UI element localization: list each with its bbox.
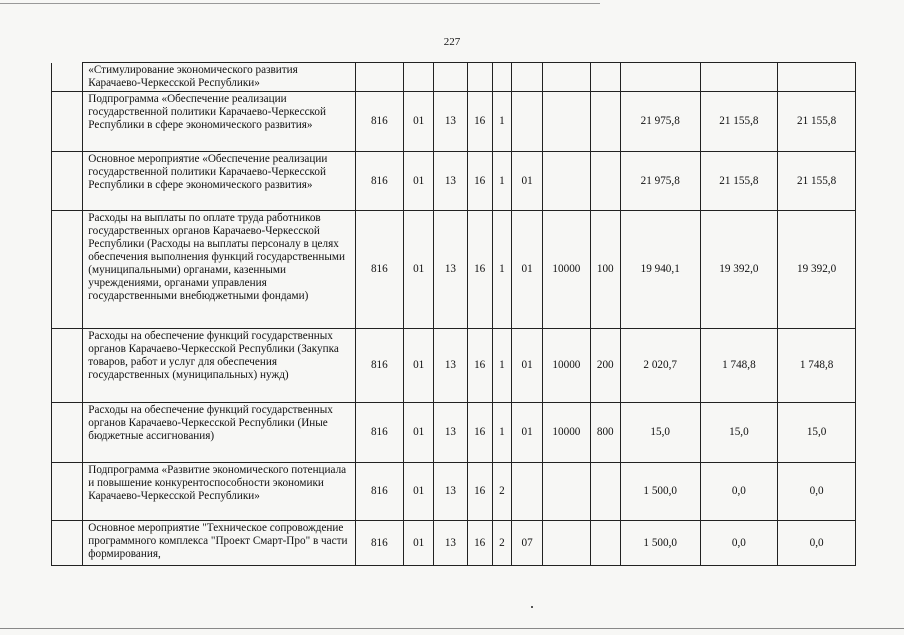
table-row bbox=[52, 63, 856, 92]
cell-amount-1: 21 975,8 bbox=[620, 152, 700, 211]
cell-rz: 01 bbox=[404, 463, 434, 521]
cell-csr-subprogram bbox=[492, 63, 511, 92]
row-lead-cell bbox=[52, 463, 83, 521]
cell-vr: 100 bbox=[590, 211, 620, 329]
cell-rz: 01 bbox=[404, 152, 434, 211]
budget-table bbox=[51, 62, 856, 566]
cell-ved: 816 bbox=[355, 152, 403, 211]
cell-pr: 13 bbox=[434, 152, 467, 211]
scan-artifact-dot bbox=[531, 606, 533, 608]
cell-csr-measure bbox=[511, 92, 542, 152]
cell-csr-subprogram: 1 bbox=[492, 329, 511, 403]
row-name: Основное мероприятие «Обеспечение реализации государственной политики Карачаево-Черкесской Республики в сфере экономического развития» bbox=[83, 152, 355, 211]
cell-rz bbox=[404, 63, 434, 92]
cell-csr-subprogram: 2 bbox=[492, 521, 511, 566]
row-name: Подпрограмма «Обеспечение реализации государственной политики Карачаево-Черкесской Республики в сфере экономического развития» bbox=[83, 92, 355, 152]
row-name: Расходы на обеспечение функций государственных органов Карачаево-Черкесской Республики (Иные бюджетные ассигнования) bbox=[83, 403, 355, 463]
cell-amount-3: 0,0 bbox=[778, 521, 856, 566]
cell-vr bbox=[590, 152, 620, 211]
cell-csr-measure: 01 bbox=[511, 329, 542, 403]
cell-csr-program bbox=[467, 63, 492, 92]
cell-csr-direction bbox=[543, 152, 590, 211]
row-name: Расходы на обеспечение функций государственных органов Карачаево-Черкесской Республики (Закупка товаров, работ и услуг для обеспечения государственных (муниципальных) нужд) bbox=[83, 329, 355, 403]
cell-amount-1: 21 975,8 bbox=[620, 92, 700, 152]
cell-pr: 13 bbox=[434, 211, 467, 329]
cell-rz: 01 bbox=[404, 329, 434, 403]
cell-csr-measure: 01 bbox=[511, 211, 542, 329]
table-row bbox=[52, 152, 856, 211]
scan-artifact-bottom-line bbox=[0, 628, 904, 629]
row-lead-cell bbox=[52, 521, 83, 566]
cell-amount-2: 0,0 bbox=[700, 521, 778, 566]
cell-csr-measure: 07 bbox=[511, 521, 542, 566]
cell-vr bbox=[590, 521, 620, 566]
row-lead-cell bbox=[52, 403, 83, 463]
cell-csr-measure bbox=[511, 463, 542, 521]
cell-csr-measure bbox=[511, 63, 542, 92]
cell-pr: 13 bbox=[434, 92, 467, 152]
cell-ved: 816 bbox=[355, 403, 403, 463]
cell-amount-3: 19 392,0 bbox=[778, 211, 856, 329]
cell-ved: 816 bbox=[355, 92, 403, 152]
cell-amount-1: 1 500,0 bbox=[620, 521, 700, 566]
cell-ved: 816 bbox=[355, 521, 403, 566]
cell-csr-direction: 10000 bbox=[543, 211, 590, 329]
row-name: «Стимулирование экономического развития Карачаево-Черкесской Республики» bbox=[83, 63, 355, 92]
cell-ved: 816 bbox=[355, 211, 403, 329]
cell-csr-direction: 10000 bbox=[543, 403, 590, 463]
cell-vr bbox=[590, 63, 620, 92]
cell-amount-2: 15,0 bbox=[700, 403, 778, 463]
cell-rz: 01 bbox=[404, 211, 434, 329]
cell-csr-subprogram: 1 bbox=[492, 152, 511, 211]
cell-csr-program: 16 bbox=[467, 329, 492, 403]
cell-csr-direction bbox=[543, 92, 590, 152]
cell-csr-subprogram: 2 bbox=[492, 463, 511, 521]
cell-amount-3: 21 155,8 bbox=[778, 92, 856, 152]
cell-vr: 200 bbox=[590, 329, 620, 403]
table-row bbox=[52, 403, 856, 463]
cell-amount-1: 15,0 bbox=[620, 403, 700, 463]
row-lead-cell bbox=[52, 211, 83, 329]
table-row bbox=[52, 211, 856, 329]
cell-amount-3: 15,0 bbox=[778, 403, 856, 463]
cell-amount-3 bbox=[778, 63, 856, 92]
cell-vr: 800 bbox=[590, 403, 620, 463]
cell-pr bbox=[434, 63, 467, 92]
cell-ved bbox=[355, 63, 403, 92]
cell-csr-program: 16 bbox=[467, 211, 492, 329]
cell-pr: 13 bbox=[434, 403, 467, 463]
cell-amount-3: 21 155,8 bbox=[778, 152, 856, 211]
cell-pr: 13 bbox=[434, 329, 467, 403]
cell-csr-program: 16 bbox=[467, 152, 492, 211]
row-lead-cell bbox=[52, 92, 83, 152]
cell-amount-2: 1 748,8 bbox=[700, 329, 778, 403]
cell-csr-program: 16 bbox=[467, 403, 492, 463]
cell-csr-direction: 10000 bbox=[543, 329, 590, 403]
row-name: Подпрограмма «Развитие экономического потенциала и повышение конкурентоспособности экономики Карачаево-Черкесской Республики» bbox=[83, 463, 355, 521]
cell-rz: 01 bbox=[404, 403, 434, 463]
cell-amount-3: 1 748,8 bbox=[778, 329, 856, 403]
table-row bbox=[52, 329, 856, 403]
cell-amount-1 bbox=[620, 63, 700, 92]
cell-amount-2: 21 155,8 bbox=[700, 152, 778, 211]
cell-vr bbox=[590, 92, 620, 152]
cell-csr-direction bbox=[543, 63, 590, 92]
cell-ved: 816 bbox=[355, 329, 403, 403]
cell-pr: 13 bbox=[434, 463, 467, 521]
cell-amount-2 bbox=[700, 63, 778, 92]
table-row bbox=[52, 92, 856, 152]
table-row bbox=[52, 521, 856, 566]
cell-csr-measure: 01 bbox=[511, 152, 542, 211]
page-number: 227 bbox=[443, 36, 461, 48]
cell-vr bbox=[590, 463, 620, 521]
row-lead-cell bbox=[52, 63, 83, 92]
cell-csr-direction bbox=[543, 521, 590, 566]
row-lead-cell bbox=[52, 152, 83, 211]
cell-csr-direction bbox=[543, 463, 590, 521]
cell-amount-1: 2 020,7 bbox=[620, 329, 700, 403]
cell-csr-subprogram: 1 bbox=[492, 403, 511, 463]
cell-amount-1: 1 500,0 bbox=[620, 463, 700, 521]
cell-amount-3: 0,0 bbox=[778, 463, 856, 521]
cell-csr-program: 16 bbox=[467, 521, 492, 566]
cell-csr-program: 16 bbox=[467, 463, 492, 521]
cell-amount-2: 0,0 bbox=[700, 463, 778, 521]
cell-amount-2: 19 392,0 bbox=[700, 211, 778, 329]
cell-rz: 01 bbox=[404, 521, 434, 566]
cell-ved: 816 bbox=[355, 463, 403, 521]
cell-pr: 13 bbox=[434, 521, 467, 566]
cell-csr-subprogram: 1 bbox=[492, 211, 511, 329]
row-name: Расходы на выплаты по оплате труда работников государственных органов Карачаево-Черкесской Республики (Расходы на выплаты персоналу в целях обеспечения выполнения функций государственными (муниципальными) органами, казенными учреждениями, органами управления государственными внебюджетными фондами) bbox=[83, 211, 355, 329]
cell-csr-measure: 01 bbox=[511, 403, 542, 463]
table-row bbox=[52, 463, 856, 521]
row-lead-cell bbox=[52, 329, 83, 403]
cell-amount-1: 19 940,1 bbox=[620, 211, 700, 329]
row-name: Основное мероприятие "Техническое сопровождение программного комплекса "Проект Смарт-Про" в части формирования, bbox=[83, 521, 355, 566]
cell-rz: 01 bbox=[404, 92, 434, 152]
cell-csr-subprogram: 1 bbox=[492, 92, 511, 152]
cell-csr-program: 16 bbox=[467, 92, 492, 152]
cell-amount-2: 21 155,8 bbox=[700, 92, 778, 152]
scan-artifact-top-line bbox=[0, 3, 600, 4]
